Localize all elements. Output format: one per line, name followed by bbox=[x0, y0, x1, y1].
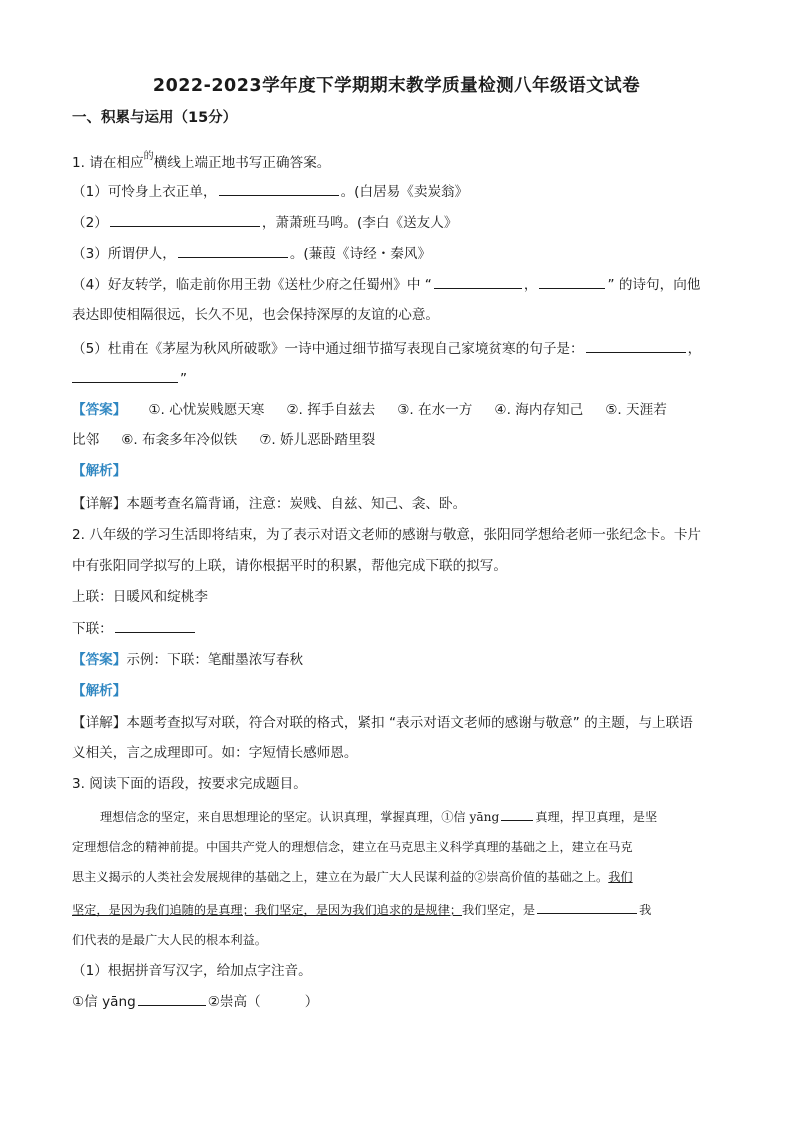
answer-tag: 【答案】 bbox=[72, 402, 127, 418]
answer-blank[interactable] bbox=[539, 274, 605, 289]
q1-item-4-text: （4）好友转学，临走前你用王勃《送杜少府之任蜀州》中 “ bbox=[72, 277, 432, 293]
passage-text: 真理，捍卫真理，是坚 bbox=[535, 810, 658, 824]
q1-item-2-num: （2） bbox=[72, 215, 108, 231]
answer-blank[interactable] bbox=[115, 618, 195, 633]
answer-item: ②. 挥手自兹去 bbox=[286, 402, 376, 418]
question-1-prompt bbox=[72, 147, 330, 173]
q3-sub-1: （1）根据拼音写汉字，给加点字注音。 bbox=[72, 963, 312, 979]
passage-line-4 bbox=[72, 899, 651, 920]
answer-blank[interactable] bbox=[586, 338, 686, 353]
analysis-tag: 【解析】 bbox=[72, 463, 127, 479]
q1-item-5-quote: ” bbox=[180, 371, 188, 387]
analysis-tag: 【解析】 bbox=[72, 683, 127, 699]
detail-tag: 【详解】 bbox=[72, 496, 127, 512]
q1-item-1 bbox=[72, 181, 468, 202]
answer-blank[interactable] bbox=[219, 181, 339, 196]
q2-detail-cont: 义相关，言之成理即可。如：字短情长感师恩。 bbox=[72, 745, 358, 761]
q1-item-2 bbox=[72, 212, 457, 233]
q1-item-4 bbox=[72, 274, 700, 295]
detail-tag: 【详解】 bbox=[72, 715, 127, 731]
detail-text: 本题考查名篇背诵，注意：炭贱、自兹、知己、衾、卧。 bbox=[126, 496, 467, 512]
q1-detail bbox=[72, 494, 466, 514]
answer-item: ⑥. 布衾多年冷似铁 bbox=[121, 432, 238, 448]
q1-item-4-cont: 表达即使相隔很远，长久不见，也会保持深厚的友谊的心意。 bbox=[72, 307, 440, 323]
answer-item: ①. 心忧炭贱愿天寒 bbox=[148, 402, 265, 418]
answer-item: ⑦. 娇儿恶卧踏里裂 bbox=[259, 432, 376, 448]
q2-detail bbox=[72, 713, 693, 733]
q2-upper-couplet: 上联：日暖风和绽桃李 bbox=[72, 589, 208, 605]
q1-item-1-text: （1）可怜身上衣正单， bbox=[72, 184, 217, 200]
q3-sub-1-blanks bbox=[72, 991, 318, 1012]
sub-item: ） bbox=[304, 994, 319, 1010]
sub-item: ②崇高（ bbox=[207, 994, 261, 1010]
underlined-text: 我们 bbox=[608, 870, 633, 884]
answer-blank[interactable] bbox=[178, 243, 288, 258]
answer-text: 示例：下联：笔酣墨浓写春秋 bbox=[126, 652, 304, 668]
q1-item-5-cont bbox=[72, 368, 187, 389]
answer-blank[interactable] bbox=[537, 899, 637, 914]
q1-sup: 的 bbox=[143, 151, 154, 162]
answer-tag: 【答案】 bbox=[72, 652, 127, 668]
passage-line-5: 们代表的是最广大人民的根本利益。 bbox=[72, 933, 267, 947]
q1-prefix: 1. 请在相应 bbox=[72, 155, 144, 171]
q1-item-1-source: 。(白居易《卖炭翁》 bbox=[340, 184, 469, 200]
q1-item-3-text: （3）所谓伊人， bbox=[72, 246, 176, 262]
section-heading: 一、积累与运用（15分） bbox=[72, 110, 238, 126]
q1-item-4-tail: ” 的诗句，向他 bbox=[607, 277, 701, 293]
q2-prompt-line-2: 中有张阳同学拟写的上联，请你根据平时的积累，帮他完成下联的拟写。 bbox=[72, 558, 507, 574]
q2-lower-couplet bbox=[72, 618, 197, 639]
q1-item-3-source: 。(蒹葭《诗经・秦风》 bbox=[289, 246, 432, 262]
answer-blank[interactable] bbox=[434, 274, 522, 289]
answer-item: ③. 在水一方 bbox=[397, 402, 473, 418]
answer-item: ④. 海内存知己 bbox=[494, 402, 584, 418]
passage-text: 我们坚定，是 bbox=[462, 903, 536, 917]
answer-blank[interactable] bbox=[72, 368, 178, 383]
answer-item: ⑤. 天涯若 bbox=[605, 402, 667, 418]
q3-prompt: 3. 阅读下面的语段，按要求完成题目。 bbox=[72, 776, 307, 792]
answer-blank[interactable] bbox=[110, 212, 260, 227]
passage-line-2: 定理想信念的精神前提。中国共产党人的理想信念，建立在马克思主义科学真理的基础之上，建立在马克 bbox=[72, 840, 633, 854]
sub-item: ①信 yāng bbox=[72, 994, 136, 1010]
passage-text: 思主义揭示的人类社会发展规律的基础之上，建立在为最广大人民谋利益的②崇高价值的基础之上。 bbox=[72, 870, 609, 884]
q1-answer-cont bbox=[72, 430, 375, 450]
q1-item-4-comma: ， bbox=[523, 277, 538, 293]
detail-text: 本题考查拟写对联，符合对联的格式，紧扣 “表示对语文老师的感谢与敬意” 的主题，与上联语 bbox=[126, 715, 693, 731]
q1-suffix: 横线上端正地书写正确答案。 bbox=[153, 155, 331, 171]
q1-answer bbox=[72, 400, 667, 420]
answer-item: 比邻 bbox=[72, 432, 100, 448]
passage-line-1 bbox=[100, 806, 657, 827]
q2-prompt-line-1: 2. 八年级的学习生活即将结束，为了表示对语文老师的感谢与敬意，张阳同学想给老师一张纪念卡。卡片 bbox=[72, 527, 702, 543]
answer-blank[interactable] bbox=[138, 991, 206, 1006]
q1-item-5 bbox=[72, 338, 701, 359]
page-title: 2022-2023学年度下学期期末教学质量检测八年级语文试卷 bbox=[152, 76, 641, 96]
q1-item-5-text: （5）杜甫在《茅屋为秋风所破歌》一诗中通过细节描写表现自己家境贫寒的句子是： bbox=[72, 341, 584, 357]
q1-item-3 bbox=[72, 243, 431, 264]
q2-lower-label: 下联： bbox=[72, 621, 113, 637]
passage-text: 理想信念的坚定，来自思想理论的坚定。认识真理，掌握真理，①信 yāng bbox=[100, 810, 500, 824]
answer-blank[interactable] bbox=[501, 806, 533, 821]
q2-answer bbox=[72, 650, 303, 670]
q1-item-5-comma: ， bbox=[687, 341, 702, 357]
passage-text: 我 bbox=[639, 903, 652, 917]
q1-item-2-text: ，萧萧班马鸣。(李白《送友人》 bbox=[261, 215, 458, 231]
underlined-text: 坚定，是因为我们追随的是真理；我们坚定，是因为我们追求的是规律； bbox=[72, 903, 462, 917]
passage-line-3 bbox=[72, 867, 633, 887]
